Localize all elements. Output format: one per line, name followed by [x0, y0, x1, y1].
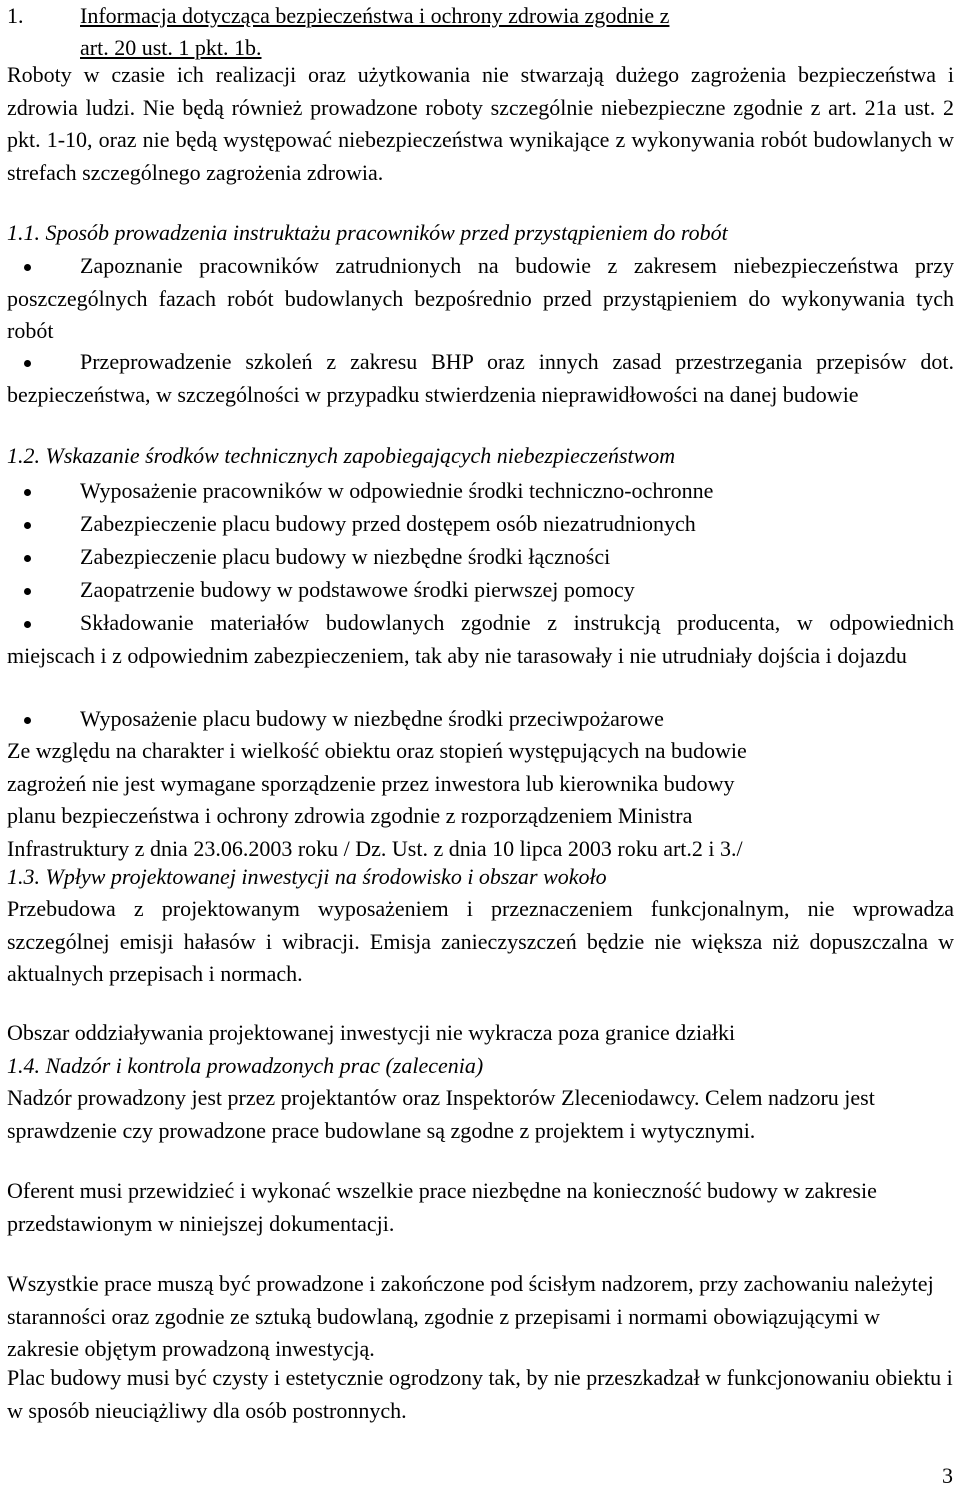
section-1-3-paragraph: Przebudowa z projektowanym wyposażeniem i przeznaczeniem funkcjonalnym, nie wprowadza szczególnej emisji hałasów i wibracji. Emisja zanieczyszczeń będzie nie większa niż dopuszczalna w aktualnych przepisach i normach. — [7, 896, 954, 986]
list-item-text: Zaopatrzenie budowy w podstawowe środki pierwszej pomocy — [80, 577, 635, 602]
section-1-3-heading: 1.3. Wpływ projektowanej inwestycji na środowisko i obszar wokoło — [7, 864, 607, 889]
section-1-4-paragraph-3: Wszystkie prace muszą być prowadzone i zakończone pod ścisłym nadzorem, przy zachowaniu należytej staranności oraz zgodnie ze sztuką budowlaną, zgodnie z przepisami i normami obowiązującymi w zakresie objętym prowadzoną inwestycją. — [7, 1271, 934, 1361]
bullet-icon — [24, 717, 31, 724]
paragraph-line: Infrastruktury z dnia 23.06.2003 roku / Dz. Ust. z dnia 10 lipca 2003 roku art.2 i 3./ — [7, 835, 743, 861]
bullet-icon — [24, 555, 31, 562]
section-1-1-heading: 1.1. Sposób prowadzenia instruktażu pracowników przed przystąpieniem do robót — [7, 220, 728, 245]
list-item-text: Wyposażenie pracowników w odpowiednie środki techniczno-ochronne — [80, 478, 714, 503]
section-1-4-paragraph-4: Plac budowy musi być czysty i estetycznie ogrodzony tak, by nie przeszkadzał w funkcjonowaniu obiektu i w sposób nieuciążliwy dla osób postronnych. — [7, 1365, 953, 1423]
list-item-text: Wyposażenie placu budowy w niezbędne środki przeciwpożarowe — [80, 706, 664, 731]
section-1-title-line2: art. 20 ust. 1 pkt. 1b. — [80, 35, 262, 60]
list-item-text: Zabezpieczenie placu budowy w niezbędne środki łączności — [80, 544, 611, 569]
paragraph-line: zagrożeń nie jest wymagane sporządzenie przez inwestora lub kierownika budowy — [7, 770, 735, 796]
section-1-2-heading: 1.2. Wskazanie środków technicznych zapobiegających niebezpieczeństwom — [7, 443, 676, 468]
list-item — [7, 346, 954, 411]
list-item — [7, 250, 954, 348]
bullet-icon — [24, 360, 31, 367]
paragraph-line: Ze względu na charakter i wielkość obiektu oraz stopień występujących na budowie — [7, 738, 747, 763]
list-item-text: Zabezpieczenie placu budowy przed dostępem osób niezatrudnionych — [80, 511, 696, 536]
list-item — [7, 607, 954, 672]
list-item — [7, 541, 954, 574]
bullet-icon — [24, 489, 31, 496]
section-1-4-heading: 1.4. Nadzór i kontrola prowadzonych prac (zalecenia) — [7, 1053, 484, 1078]
list-item — [7, 703, 954, 736]
section-1-paragraph: Roboty w czasie ich realizacji oraz użytkowania nie stwarzają dużego zagrożenia bezpieczeństwa i zdrowia ludzi. Nie będą również prowadzone roboty szczególnie niebezpieczne zgodnie z art. 21a ust. 2 pkt. 1-10, oraz nie będą występować niebezpieczeństwa wynikające z wykonywania robót budowlanych w strefach szczególnego zagrożenia zdrowia. — [7, 62, 954, 185]
list-item — [7, 475, 954, 508]
list-item-text: Składowanie materiałów budowlanych zgodnie z instrukcją producenta, w odpowiednich miejscach i z odpowiednim zabezpieczeniem, tak aby nie tarasowały i nie utrudniały dojścia i dojazdu — [7, 610, 954, 668]
list-item-text: Zapoznanie pracowników zatrudnionych na budowie z zakresem niebezpieczeństwa przy poszczególnych fazach robót budowlanych bezpośrednio przed przystąpieniem do wykonywania tych robót — [7, 253, 954, 343]
bullet-icon — [24, 588, 31, 595]
section-1-number: 1. — [7, 3, 24, 28]
section-1-4-paragraph-2: Oferent musi przewidzieć i wykonać wszelkie prace niezbędne na konieczność budowy w zakresie przedstawionym w niniejszej dokumentacji. — [7, 1178, 877, 1236]
section-1-2-paragraph — [7, 735, 954, 865]
bullet-icon — [24, 621, 31, 628]
bullet-icon — [24, 522, 31, 529]
list-item — [7, 508, 954, 541]
section-1-title-line1: Informacja dotycząca bezpieczeństwa i ochrony zdrowia zgodnie z — [80, 3, 670, 28]
bullet-icon — [24, 264, 31, 271]
page-number: 3 — [942, 1463, 953, 1488]
section-1-4-paragraph-1: Nadzór prowadzony jest przez projektantów oraz Inspektorów Zleceniodawcy. Celem nadzoru jest sprawdzenie czy prowadzone prace budowlane są zgodne z projektem i wytycznymi. — [7, 1085, 875, 1143]
list-item — [7, 574, 954, 607]
paragraph-line: planu bezpieczeństwa i ochrony zdrowia zgodnie z rozporządzeniem Ministra — [7, 803, 693, 828]
section-1-3-paragraph-2: Obszar oddziaływania projektowanej inwestycji nie wykracza poza granice działki — [7, 1020, 736, 1045]
list-item-text: Przeprowadzenie szkoleń z zakresu BHP oraz innych zasad przestrzegania przepisów dot. bezpieczeństwa, w szczególności w przypadku stwierdzenia nieprawidłowości na danej budowie — [7, 349, 954, 407]
